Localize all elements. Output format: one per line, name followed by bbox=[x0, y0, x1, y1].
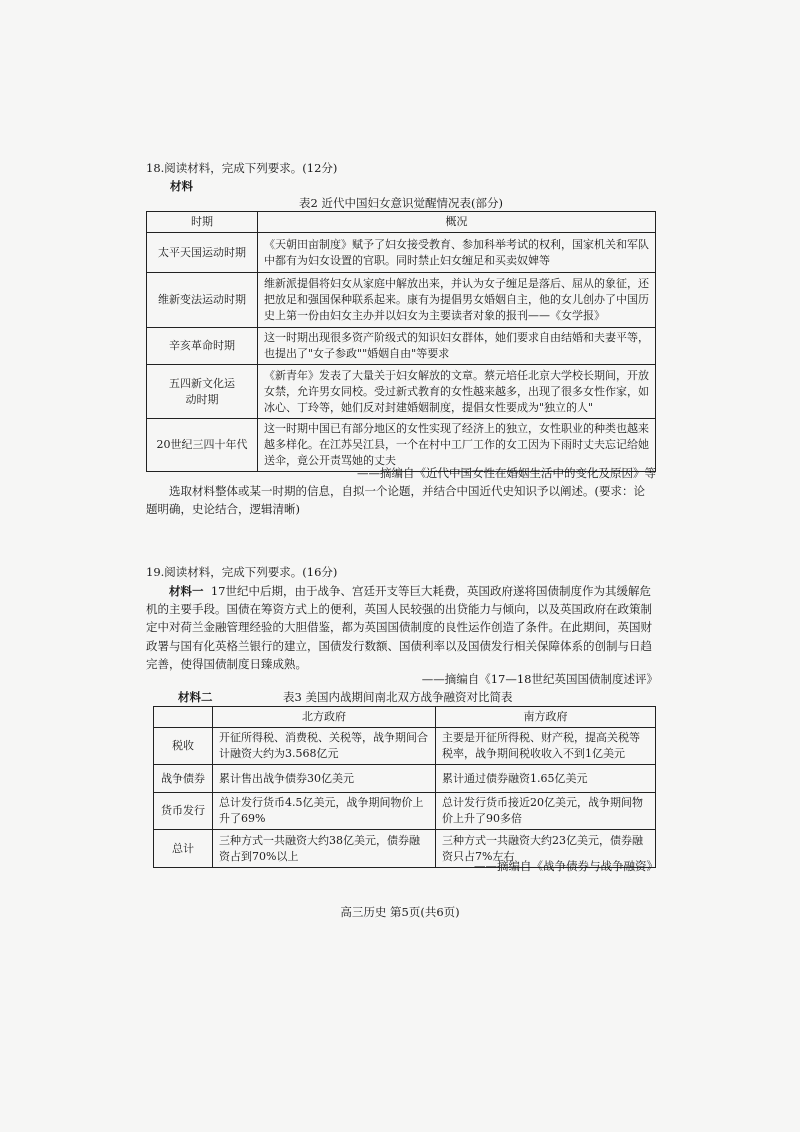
q19-source: ——摘编自《战争债券与战争融资》 bbox=[474, 859, 658, 873]
period-cell: 20世纪三四十年代 bbox=[147, 419, 258, 472]
q19-title: 19.阅读材料，完成下列要求。(16分) bbox=[146, 565, 338, 579]
table-row bbox=[154, 793, 656, 830]
item-cell: 总计 bbox=[154, 830, 213, 868]
q19-material1 bbox=[146, 582, 658, 673]
desc-cell: 维新派提倡将妇女从家庭中解放出来，并认为女子缠足是落后、屈从的象征，还把放足和强国保种联系起来。康有为提倡男女婚姻自主，他的女儿创办了中国历史上第一份由妇女主办并以妇女为主要读者对象的报刊——《女学报》 bbox=[258, 273, 656, 328]
q19-material2-label: 材料二 bbox=[178, 690, 213, 704]
q18-table-caption: 表2 近代中国妇女意识觉醒情况表(部分) bbox=[299, 196, 503, 210]
table-row bbox=[154, 728, 656, 765]
north-cell: 累计售出战争债券30亿美元 bbox=[213, 765, 436, 793]
north-cell: 三种方式一共融资大约38亿美元，债券融资占到70%以上 bbox=[213, 830, 436, 868]
header-overview: 概况 bbox=[258, 212, 656, 233]
table-row bbox=[154, 765, 656, 793]
table-row bbox=[147, 419, 656, 472]
q18-instruction: 选取材料整体或某一时期的信息，自拟一个论题，并结合中国近代史知识予以阐述。(要求：论题明确，史论结合，逻辑清晰) bbox=[146, 484, 645, 517]
south-cell: 总计发行货币接近20亿美元，战争期间物价上升了90多倍 bbox=[436, 793, 656, 830]
period-cell: 维新变法运动时期 bbox=[147, 273, 258, 328]
desc-cell: 这一时期出现很多资产阶级式的知识妇女群体，她们要求自由结婚和夫妻平等，也提出了"女子参政""婚姻自由"等要求 bbox=[258, 328, 656, 365]
north-cell: 开征所得税、消费税、关税等，战争期间合计融资大约为3.568亿元 bbox=[213, 728, 436, 765]
header-north: 北方政府 bbox=[213, 707, 436, 728]
table-row bbox=[147, 233, 656, 273]
item-cell: 货币发行 bbox=[154, 793, 213, 830]
header-south: 南方政府 bbox=[436, 707, 656, 728]
q19-material1-source: ——摘编自《17—18世纪英国国债制度述评》 bbox=[421, 672, 658, 686]
header-period: 时期 bbox=[147, 212, 258, 233]
table-row bbox=[147, 365, 656, 419]
period-cell: 太平天国运动时期 bbox=[147, 233, 258, 273]
women-awakening-table bbox=[146, 211, 656, 472]
page-footer: 高三历史 第5页(共6页) bbox=[340, 905, 460, 919]
table-row bbox=[147, 273, 656, 328]
south-cell: 三种方式一共融资大约23亿美元，债券融资只占7%左右 bbox=[436, 830, 656, 868]
desc-cell: 《天朝田亩制度》赋予了妇女接受教育、参加科举考试的权利，国家机关和军队中都有为妇女设置的官职。同时禁止妇女缠足和买卖奴婢等 bbox=[258, 233, 656, 273]
desc-cell: 这一时期中国已有部分地区的女性实现了经济上的独立，女性职业的种类也越来越多样化。在江苏吴江县，一个在村中工厂工作的女工因为下雨时丈夫忘记给她送伞，竟公开责骂她的丈夫 bbox=[258, 419, 656, 472]
period-cell: 五四新文化运动时期 bbox=[147, 365, 258, 419]
item-cell: 战争债券 bbox=[154, 765, 213, 793]
q18-title: 18.阅读材料，完成下列要求。(12分) bbox=[146, 161, 338, 175]
south-cell: 累计通过债券融资1.65亿美元 bbox=[436, 765, 656, 793]
civil-war-financing-table bbox=[153, 706, 656, 868]
desc-cell: 《新青年》发表了大量关于妇女解放的文章。蔡元培任北京大学校长期间，开放女禁，允许男女同校。受过新式教育的女性越来越多，出现了很多女性作家，如冰心、丁玲等，她们反对封建婚姻制度，提倡女性要成为"独立的人" bbox=[258, 365, 656, 419]
material1-text: 17世纪中后期，由于战争、宫廷开支等巨大耗费，英国政府遂将国债制度作为其缓解危机的主要手段。国债在筹资方式上的便利，英国人民较强的出贷能力与倾向，以及英国政府在政策制定中对荷兰金融管理经验的大胆借鉴，都为英国国债制度的良性运作创造了条件。在此期间，英国财政署与国有化英格兰银行的建立，国债发行数额、国债利率以及国债发行相关保障体系的创制与日趋完善，使得国债制度日臻成熟。 bbox=[146, 584, 652, 671]
q18-source: ——摘编自《近代中国女性在婚姻生活中的变化及原因》等 bbox=[357, 466, 656, 480]
q18-material-label: 材料 bbox=[170, 179, 193, 193]
south-cell: 主要是开征所得税、财产税，提高关税等税率，战争期间税收收入不到1亿美元 bbox=[436, 728, 656, 765]
header-item bbox=[154, 707, 213, 728]
q19-table-caption: 表3 美国内战期间南北双方战争融资对比简表 bbox=[283, 690, 513, 704]
table-row bbox=[147, 328, 656, 365]
north-cell: 总计发行货币4.5亿美元，战争期间物价上升了69% bbox=[213, 793, 436, 830]
material1-label: 材料一 bbox=[169, 584, 204, 598]
item-cell: 税收 bbox=[154, 728, 213, 765]
period-cell: 辛亥革命时期 bbox=[147, 328, 258, 365]
